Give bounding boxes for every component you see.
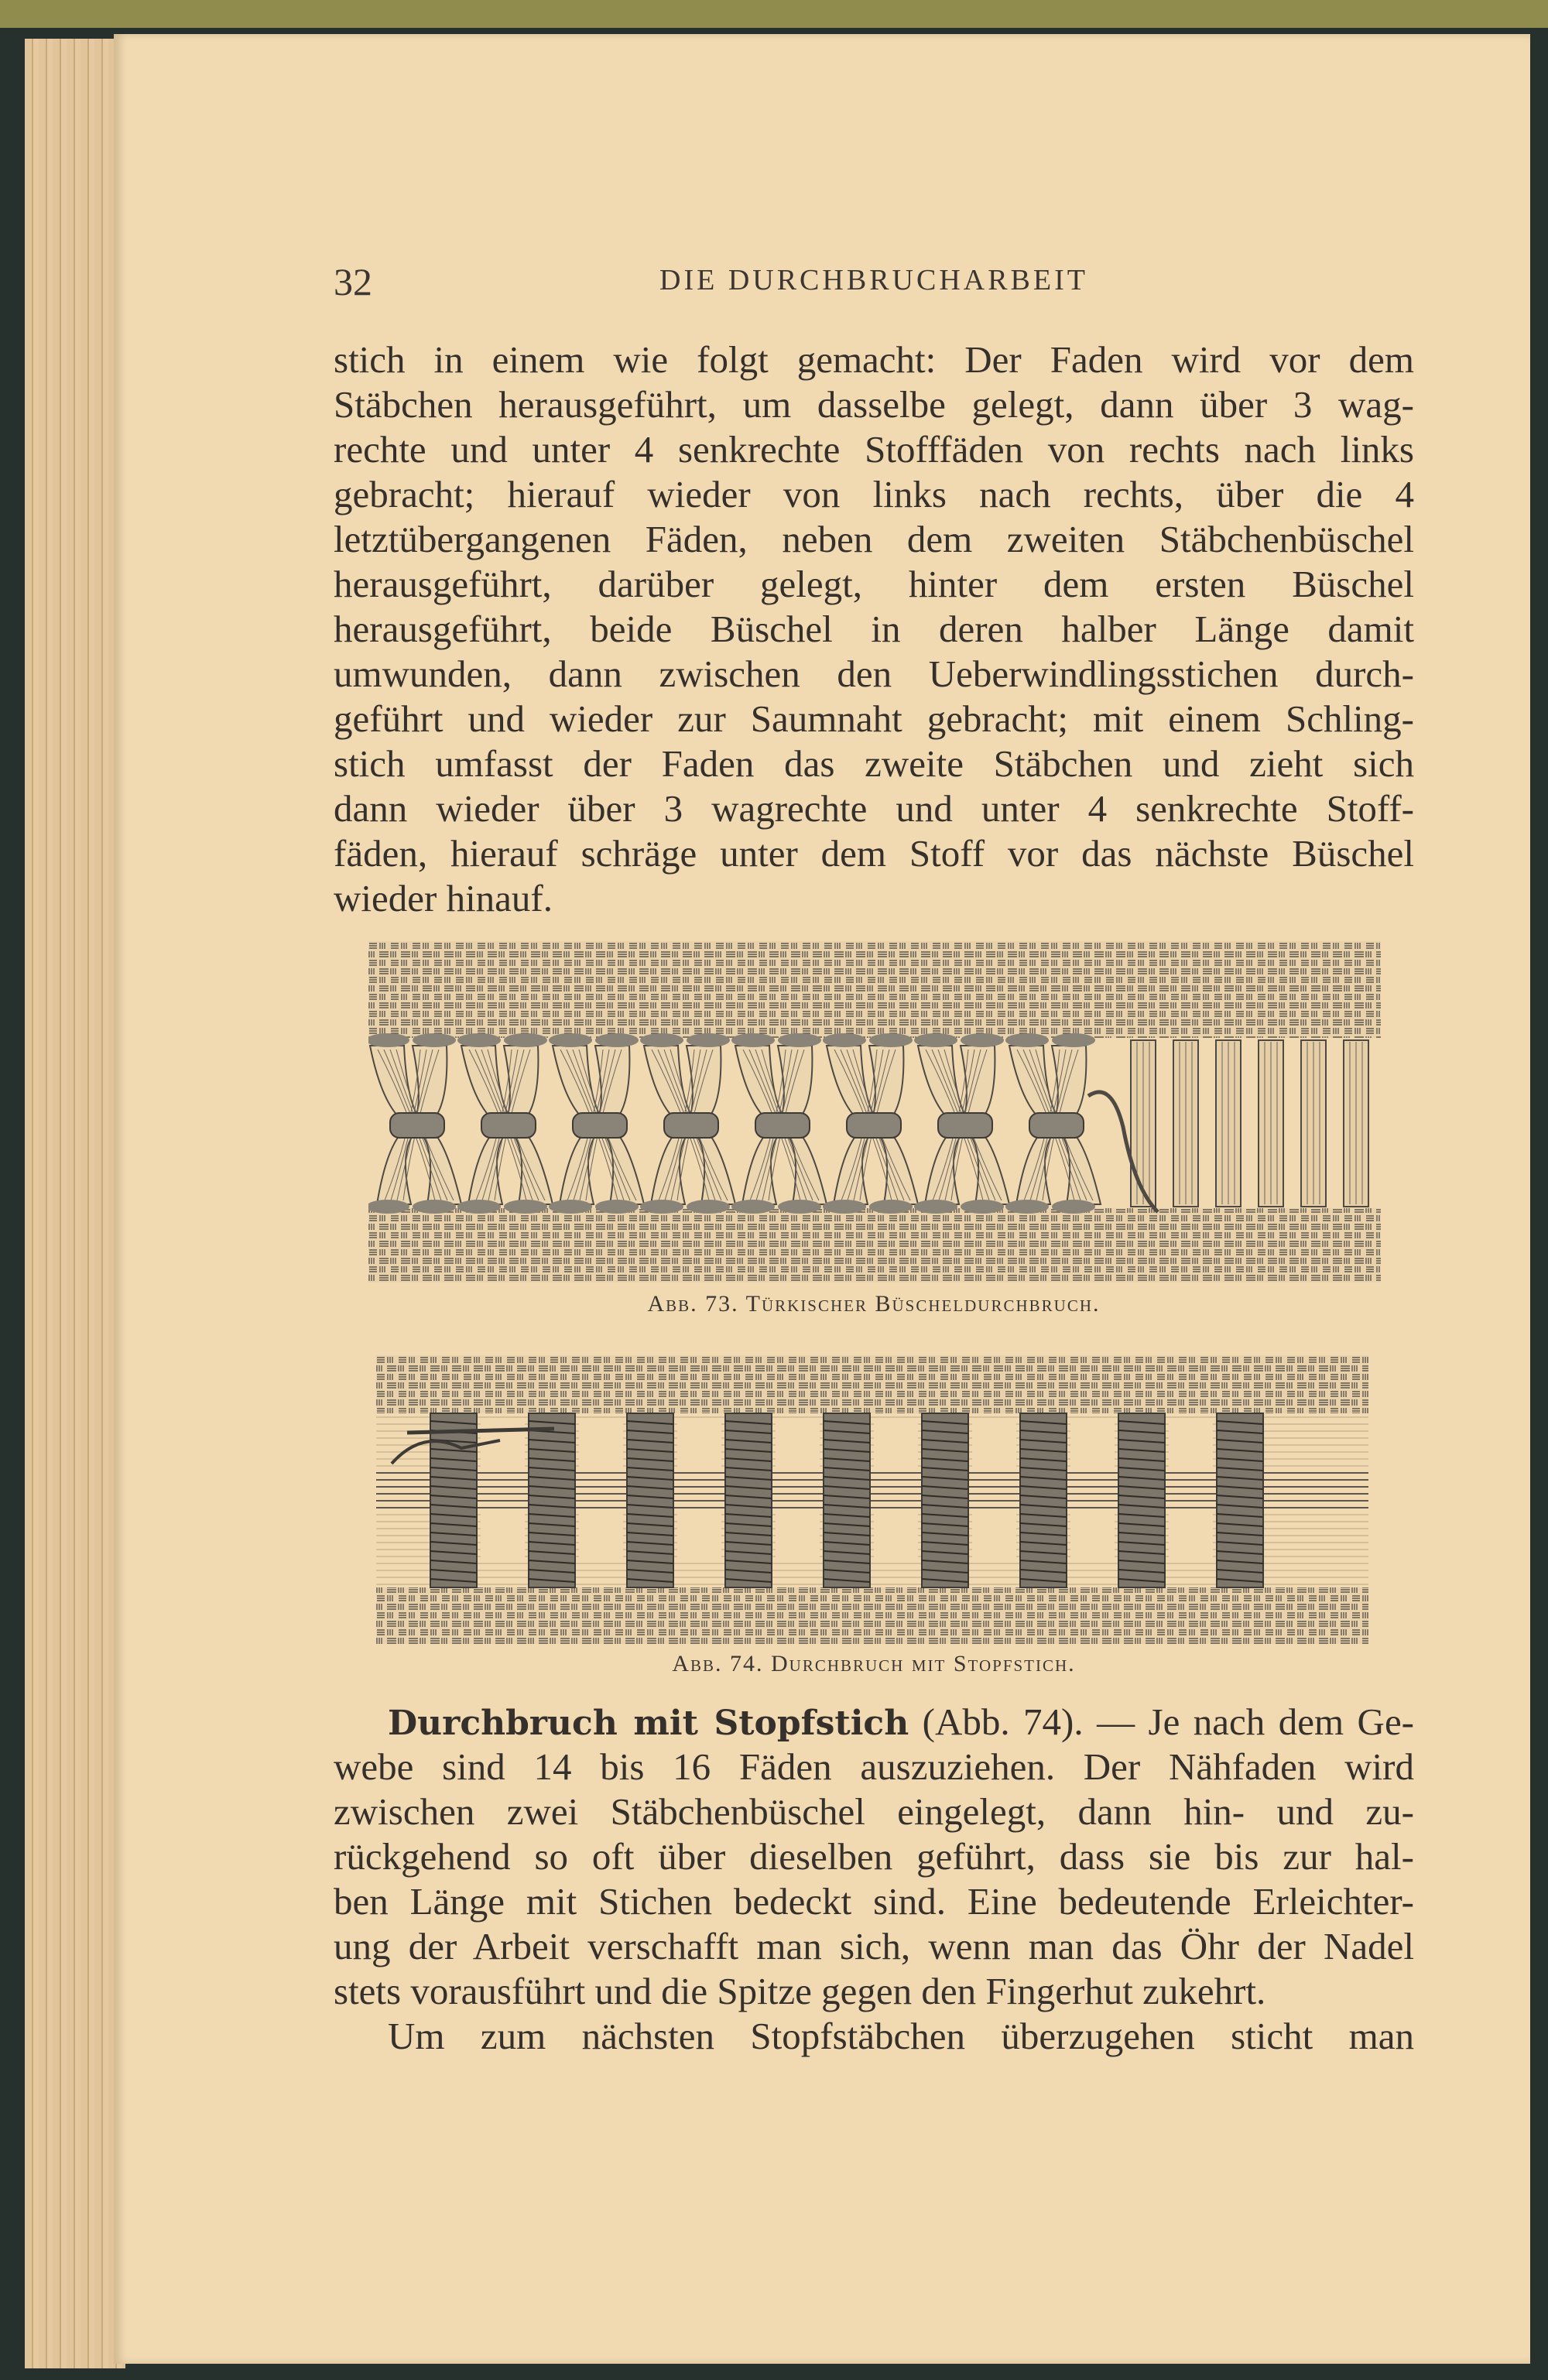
- open-window: [1070, 1423, 1115, 1468]
- text-line: zwischen zwei Stäbchenbüschel eingelegt, dann hin- und zu-: [334, 1790, 1414, 1833]
- text-line: herausgeführt, beide Büschel in deren halber Länge damit: [334, 608, 1414, 650]
- hem-knot: [1052, 1200, 1095, 1214]
- hem-knot: [914, 1200, 957, 1214]
- tassel-pair: [914, 1033, 1009, 1214]
- hem-knot: [595, 1033, 639, 1047]
- knot: [755, 1113, 810, 1138]
- figure-73-illustration: [368, 941, 1381, 1282]
- hem-knot: [823, 1200, 866, 1214]
- page-edges: [25, 39, 125, 2368]
- hem-knot: [549, 1033, 592, 1047]
- knot: [390, 1113, 444, 1138]
- text-line: Stäbchen herausgeführt, um dasselbe gelegt, dann über 3 wag-: [334, 383, 1414, 426]
- hem-knot: [413, 1033, 456, 1047]
- hem-knot: [595, 1200, 639, 1214]
- hem-knot: [1052, 1033, 1095, 1047]
- hem-knot: [457, 1200, 501, 1214]
- text-line: Um zum nächsten Stopfstäbchen überzugehen sticht man: [388, 2015, 1414, 2057]
- paragraph-2: [334, 1700, 1414, 2059]
- tassel-pair: [368, 1033, 461, 1214]
- text-line: stich in einem wie folgt gemacht: Der Faden wird vor dem: [334, 338, 1414, 381]
- hem-knot: [731, 1033, 775, 1047]
- text-line: rechte und unter 4 senkrechte Stofffäden von rechts nach links: [334, 428, 1414, 471]
- figure-73-caption: Abb. 73. Türkischer Büscheldurchbruch.: [647, 1291, 1101, 1317]
- open-window: [972, 1514, 1016, 1559]
- fabric-band-top: [368, 941, 1381, 1038]
- hem-knot: [687, 1033, 730, 1047]
- text-line: rückgehend so oft über dieselben geführt, dass sie bis zur hal-: [334, 1835, 1414, 1878]
- tassel-pair: [823, 1033, 918, 1214]
- hem-knot: [961, 1033, 1004, 1047]
- tassel-pair: [549, 1033, 644, 1214]
- section-heading: Durchbruch mit Stopfstich: [388, 1704, 909, 1743]
- text-line: umwunden, dann zwischen den Ueberwindlingsstichen durch-: [334, 652, 1414, 695]
- hem-knot: [457, 1033, 501, 1047]
- hem-knot: [731, 1200, 775, 1214]
- hem-knot: [640, 1033, 683, 1047]
- fabric-band-bottom: [376, 1587, 1368, 1644]
- knot: [1029, 1113, 1084, 1138]
- open-window: [1169, 1423, 1213, 1468]
- hem-knot: [823, 1033, 866, 1047]
- hem-knot: [869, 1033, 913, 1047]
- hem-knot: [640, 1200, 683, 1214]
- tassel-pair: [731, 1033, 827, 1214]
- tassel-pair: [1005, 1033, 1101, 1214]
- open-window: [972, 1423, 1016, 1468]
- text-line: wieder hinauf.: [334, 877, 553, 919]
- fabric-band-bottom: [368, 1208, 1381, 1282]
- hem-knot: [1005, 1200, 1049, 1214]
- hem-knot: [504, 1033, 547, 1047]
- text-line: webe sind 14 bis 16 Fäden auszuziehen. Der Nähfaden wird: [334, 1745, 1414, 1788]
- open-window: [481, 1514, 525, 1559]
- hem-knot: [1005, 1033, 1049, 1047]
- open-window: [579, 1514, 623, 1559]
- knot: [664, 1113, 718, 1138]
- tassel-pair: [457, 1033, 553, 1214]
- text-line: stich umfasst der Faden das zweite Stäbchen und zieht sich: [334, 742, 1414, 785]
- text-line: herausgeführt, darüber gelegt, hinter dem ersten Büschel: [334, 563, 1414, 605]
- hem-knot: [549, 1200, 592, 1214]
- open-window: [677, 1423, 721, 1468]
- text-line: fäden, hierauf schräge unter dem Stoff vor das nächste Büschel: [334, 832, 1414, 875]
- tassel-pair: [640, 1033, 735, 1214]
- page-number: 32: [334, 260, 372, 303]
- hem-knot: [914, 1033, 957, 1047]
- knot: [481, 1113, 536, 1138]
- hem-knot: [869, 1200, 913, 1214]
- text-line: stets vorausführt und die Spitze gegen den Fingerhut zukehrt.: [334, 1970, 1266, 2012]
- text-line: gebracht; hierauf wieder von links nach rechts, über die 4: [334, 473, 1414, 515]
- paragraph-1: [334, 337, 1414, 921]
- open-window: [1169, 1514, 1213, 1559]
- figure-74-caption: Abb. 74. Durchbruch mit Stopfstich.: [672, 1651, 1076, 1676]
- text-line: letztübergangenen Fäden, neben dem zweiten Stäbchenbüschel: [334, 518, 1414, 560]
- fabric-band-top: [376, 1355, 1368, 1413]
- running-title: DIE DURCHBRUCHARBEIT: [659, 264, 1088, 296]
- hem-knot: [961, 1200, 1004, 1214]
- open-window: [677, 1514, 721, 1559]
- hem-knot: [778, 1200, 821, 1214]
- text-line: ben Länge mit Stichen bedeckt sind. Eine bedeutende Erleichter-: [334, 1880, 1414, 1923]
- open-window: [579, 1423, 623, 1468]
- text-line: [334, 1700, 1414, 1745]
- open-window: [776, 1514, 820, 1559]
- figure-74-illustration: [376, 1355, 1368, 1644]
- open-window: [874, 1423, 918, 1468]
- text-line: geführt und wieder zur Saumnaht gebracht; mit einem Schling-: [334, 697, 1414, 740]
- open-window: [1070, 1514, 1115, 1559]
- knot: [847, 1113, 901, 1138]
- knot: [573, 1113, 627, 1138]
- text-span: (Abb. 74). — Je nach dem Ge-: [922, 1700, 1415, 1743]
- text-line: ung der Arbeit verschafft man sich, wenn man das Öhr der Nadel: [334, 1925, 1414, 1967]
- open-window: [874, 1514, 918, 1559]
- text-line: dann wieder über 3 wagrechte und unter 4 senkrechte Stoff-: [334, 787, 1414, 830]
- hem-knot: [778, 1033, 821, 1047]
- open-window: [776, 1423, 820, 1468]
- knot: [938, 1113, 992, 1138]
- hem-knot: [504, 1200, 547, 1214]
- hem-knot: [687, 1200, 730, 1214]
- hem-knot: [413, 1200, 456, 1214]
